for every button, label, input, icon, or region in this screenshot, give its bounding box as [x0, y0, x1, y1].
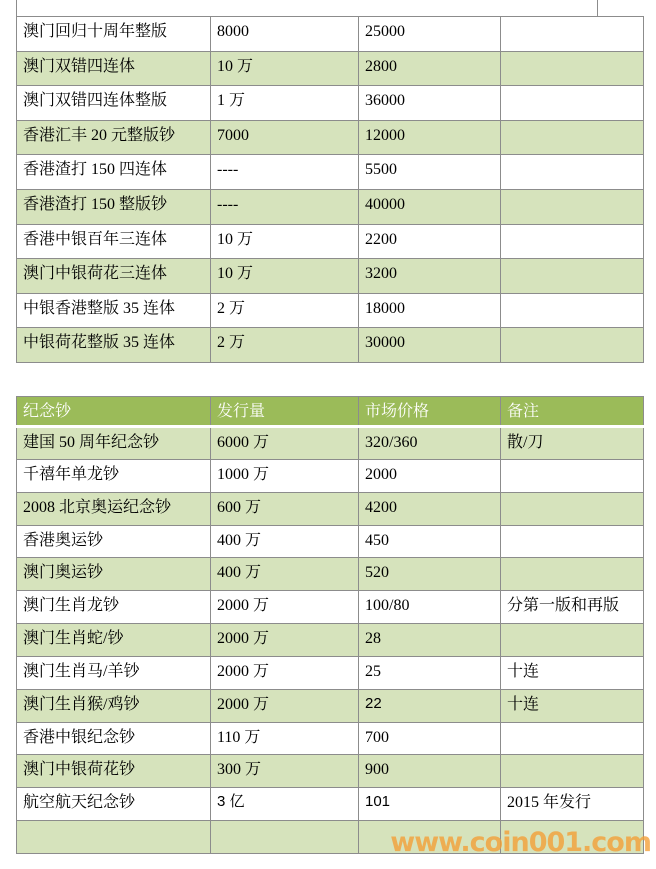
cropped-row-left-border: [16, 0, 17, 16]
table-cell: 澳门中银荷花三连体: [17, 259, 211, 294]
table-cell: 2000 万: [211, 591, 359, 624]
table-cell: 6000 万: [211, 427, 359, 460]
table-cell: 澳门生肖猴/鸡钞: [17, 689, 211, 722]
table-cell: [501, 492, 644, 525]
table-row: [17, 591, 644, 624]
commemorative-banknote-table: [16, 396, 644, 854]
table-cell: 香港奥运钞: [17, 525, 211, 558]
header-cell-market-price: 市场价格: [359, 397, 501, 427]
table-cell: [501, 293, 644, 328]
table-cell: 澳门双错四连体: [17, 51, 211, 86]
table-cell: [501, 624, 644, 657]
table-cell: 1000 万: [211, 459, 359, 492]
table-cell: [501, 755, 644, 788]
table-cell: [501, 558, 644, 591]
table-row: [17, 51, 644, 86]
table-cell: 中银荷花整版 35 连体: [17, 328, 211, 363]
table-row: [17, 86, 644, 121]
table-cell: 澳门奥运钞: [17, 558, 211, 591]
table-cell: [501, 120, 644, 155]
table-cell: 400 万: [211, 525, 359, 558]
table-cell: [501, 224, 644, 259]
table-cell: 2200: [359, 224, 501, 259]
table-cell: 澳门双错四连体整版: [17, 86, 211, 121]
table-cell: 300 万: [211, 755, 359, 788]
table-cell: 10 万: [211, 224, 359, 259]
table-cell: 香港中银百年三连体: [17, 224, 211, 259]
table-cell: 2000: [359, 459, 501, 492]
cropped-row-cell-divider: [597, 0, 598, 16]
table-row: [17, 155, 644, 190]
table-cell: 建国 50 周年纪念钞: [17, 427, 211, 460]
table-cell: 澳门中银荷花钞: [17, 755, 211, 788]
table-cell: 18000: [359, 293, 501, 328]
table-row: [17, 328, 644, 363]
table-cell: 7000: [211, 120, 359, 155]
table-cell: 香港汇丰 20 元整版钞: [17, 120, 211, 155]
table-row: [17, 656, 644, 689]
table-cell: 4200: [359, 492, 501, 525]
table-cell: 400 万: [211, 558, 359, 591]
table-cell: 分第一版和再版: [501, 591, 644, 624]
table-cell: [501, 189, 644, 224]
table-row: [17, 492, 644, 525]
banknote-price-table-continued: [16, 16, 644, 363]
table-cell: 600 万: [211, 492, 359, 525]
table-row: [17, 17, 644, 52]
table-row: [17, 224, 644, 259]
table-cell: 40000: [359, 189, 501, 224]
table-cell: 5500: [359, 155, 501, 190]
table-row: [17, 788, 644, 821]
table-cell: [211, 821, 359, 854]
table-cell: 澳门生肖马/羊钞: [17, 656, 211, 689]
table-cell: 2008 北京奥运纪念钞: [17, 492, 211, 525]
table-cell: 1 万: [211, 86, 359, 121]
table-row: [17, 722, 644, 755]
table-cell: 千禧年单龙钞: [17, 459, 211, 492]
table-cell: [359, 821, 501, 854]
header-cell-issue-volume: 发行量: [211, 397, 359, 427]
site-watermark: www.coin001.com: [390, 827, 651, 858]
table-cell: 十连: [501, 689, 644, 722]
table-cell: 航空航天纪念钞: [17, 788, 211, 821]
table-cell: 2 万: [211, 293, 359, 328]
table-cell: 520: [359, 558, 501, 591]
table-cell: 中银香港整版 35 连体: [17, 293, 211, 328]
table-cell: 2800: [359, 51, 501, 86]
table-cell: [501, 525, 644, 558]
table-row: [17, 120, 644, 155]
table-cell: 澳门回归十周年整版: [17, 17, 211, 52]
table-cell: 900: [359, 755, 501, 788]
table-row: [17, 459, 644, 492]
table-cell: ----: [211, 189, 359, 224]
table-cell: [17, 821, 211, 854]
table-cell: 8000: [211, 17, 359, 52]
table-cell: 12000: [359, 120, 501, 155]
table-row: [17, 293, 644, 328]
table-row: [17, 755, 644, 788]
table-cell: 320/360: [359, 427, 501, 460]
table-cell: 28: [359, 624, 501, 657]
table-cell: 2000 万: [211, 624, 359, 657]
table-cell: 25: [359, 656, 501, 689]
header-cell-banknote: 纪念钞: [17, 397, 211, 427]
table-row: [17, 821, 644, 854]
table-cell: 十连: [501, 656, 644, 689]
table-cell: 澳门生肖蛇/钞: [17, 624, 211, 657]
table-cell: [501, 722, 644, 755]
table-cell: 2000 万: [211, 689, 359, 722]
table-cell: [501, 459, 644, 492]
table-row: [17, 689, 644, 722]
table-cell: 散/刀: [501, 427, 644, 460]
table-row: [17, 624, 644, 657]
table-row: [17, 427, 644, 460]
table-cell: 36000: [359, 86, 501, 121]
table-cell: [501, 328, 644, 363]
table-cell: [501, 51, 644, 86]
table-cell: 2 万: [211, 328, 359, 363]
table-cell: 100/80: [359, 591, 501, 624]
table-row: [17, 558, 644, 591]
table-cell: 3200: [359, 259, 501, 294]
table-cell: 110 万: [211, 722, 359, 755]
table-row: [17, 525, 644, 558]
table-cell: [501, 86, 644, 121]
table-cell: 22: [359, 689, 501, 722]
table-row: [17, 189, 644, 224]
table-cell: 700: [359, 722, 501, 755]
table-cell: 30000: [359, 328, 501, 363]
table-cell: [501, 259, 644, 294]
table-cell: ----: [211, 155, 359, 190]
table-header-row: [17, 397, 644, 427]
table-cell: 香港渣打 150 整版钞: [17, 189, 211, 224]
table-cell: 25000: [359, 17, 501, 52]
header-cell-remarks: 备注: [501, 397, 644, 427]
table-cell: 450: [359, 525, 501, 558]
table-cell: 2015 年发行: [501, 788, 644, 821]
table-cell: 10 万: [211, 51, 359, 86]
table-row: [17, 259, 644, 294]
table-cell: 10 万: [211, 259, 359, 294]
table-cell: 2000 万: [211, 656, 359, 689]
table-cell: [501, 155, 644, 190]
table-cell: 3 亿: [211, 788, 359, 821]
table-cell: [501, 821, 644, 854]
table-cell: 香港渣打 150 四连体: [17, 155, 211, 190]
table-cell: 澳门生肖龙钞: [17, 591, 211, 624]
table-cell: 101: [359, 788, 501, 821]
table-cell: 香港中银纪念钞: [17, 722, 211, 755]
table-cell: [501, 17, 644, 52]
